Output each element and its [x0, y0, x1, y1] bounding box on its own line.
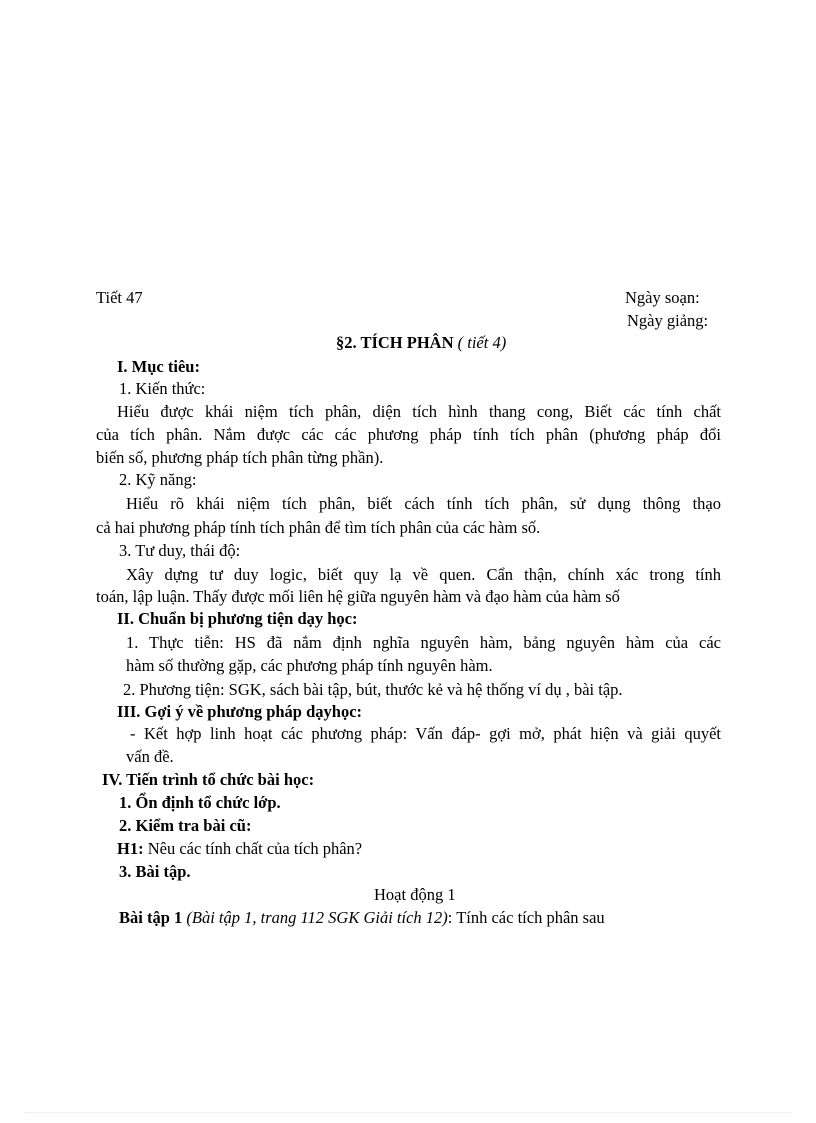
title-main: §2. TÍCH PHÂN	[336, 333, 454, 352]
knowledge-heading: 1. Kiến thức:	[119, 379, 206, 398]
exercise-reference: (Bài tập 1, trang 112 SGK Giải tích 12)	[186, 908, 448, 927]
section-methods-heading: III. Gợi ý về phương pháp dạyhọc:	[117, 702, 363, 721]
section-preparation-heading: II. Chuẩn bị phương tiện dạy học:	[117, 609, 358, 628]
skills-line: cả hai phương pháp tính tích phân để tìm tích phân của các hàm số.	[96, 518, 541, 537]
preparation-item-2: 2. Phương tiện: SGK, sách bài tập, bút, thước kẻ và hệ thống ví dụ , bài tập.	[123, 680, 623, 699]
step-review: 2. Kiểm tra bài cũ:	[119, 816, 252, 835]
section-procedure-heading: IV. Tiến trình tổ chức bài học:	[102, 770, 315, 789]
attitude-line: toán, lập luận. Thấy được mối liên hệ giữa nguyên hàm và đạo hàm của hàm số	[96, 587, 620, 606]
question-h1-label: H1:	[117, 839, 144, 858]
skills-heading: 2. Kỹ năng:	[119, 470, 197, 489]
prep-date-label: Ngày soạn:	[625, 288, 700, 307]
knowledge-line: của tích phân. Nắm được các các phương pháp tính tích phân (phương pháp đổi	[96, 425, 721, 444]
question-h1-text: Nêu các tính chất của tích phân?	[147, 839, 363, 858]
exercise-instruction: : Tính các tích phân sau	[447, 908, 605, 927]
attitude-line: Xây dựng tư duy logic, biết quy lạ về quen. Cẩn thận, chính xác trong tính	[126, 565, 721, 584]
lesson-number: Tiết 47	[96, 288, 143, 307]
activity-heading: Hoạt động 1	[374, 885, 456, 904]
step-class-organization: 1. Ổn định tổ chức lớp.	[119, 793, 281, 812]
preparation-item-1: 1. Thực tiễn: HS đã nắm định nghĩa nguyên hàm, bảng nguyên hàm của các	[126, 633, 721, 652]
exercise-label: Bài tập 1	[119, 908, 183, 927]
title-sub: ( tiết 4)	[457, 333, 507, 352]
attitude-heading: 3. Tư duy, thái độ:	[119, 541, 241, 560]
preparation-item-1-cont: hàm số thường gặp, các phương pháp tính nguyên hàm.	[126, 656, 493, 675]
knowledge-line: Hiểu được khái niệm tích phân, diện tích hình thang cong, Biết các tính chất	[117, 402, 721, 421]
question-h1	[117, 839, 362, 859]
section-objectives-heading: I. Mục tiêu:	[117, 357, 200, 376]
knowledge-line: biến số, phương pháp tích phân từng phần).	[96, 448, 384, 467]
skills-line: Hiểu rõ khái niệm tích phân, biết cách tính tích phân, sử dụng thông thạo	[126, 494, 721, 513]
page-title	[336, 333, 506, 353]
methods-line: - Kết hợp linh hoạt các phương pháp: Vấn đáp- gợi mở, phát hiện và giải quyết	[130, 724, 721, 743]
page-bottom-divider	[24, 1112, 792, 1113]
exercise-1	[119, 908, 605, 928]
teach-date-label: Ngày giảng:	[627, 311, 709, 330]
methods-line: vấn đề.	[126, 747, 174, 766]
step-exercises: 3. Bài tập.	[119, 862, 191, 881]
